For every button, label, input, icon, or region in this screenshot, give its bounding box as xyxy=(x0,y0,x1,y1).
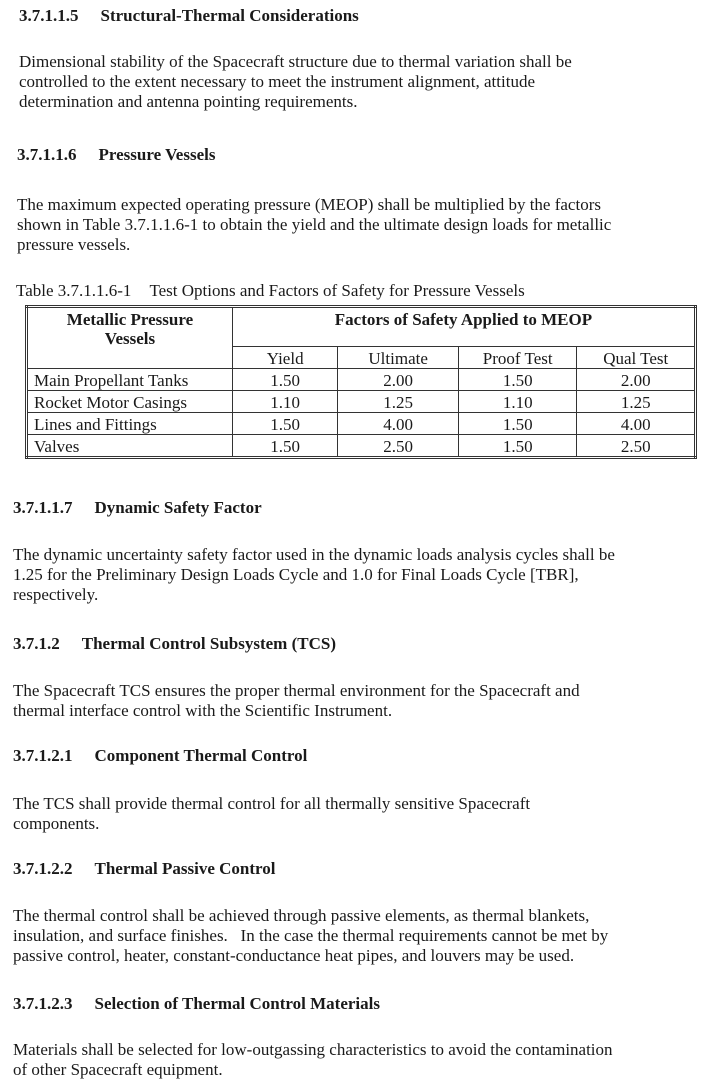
paragraph-line: 1.25 for the Preliminary Design Loads Cycle and 1.0 for Final Loads Cycle [TBR], xyxy=(13,565,579,584)
section-paragraph xyxy=(13,794,713,834)
paragraph-line: controlled to the extent necessary to meet the instrument alignment, attitude xyxy=(19,72,535,91)
table-caption-title: Test Options and Factors of Safety for Pressure Vessels xyxy=(149,281,525,300)
column-header: Qual Test xyxy=(577,347,696,369)
table-cell: 1.50 xyxy=(458,369,577,391)
table-caption-id: Table 3.7.1.1.6-1 xyxy=(16,281,132,300)
section-title: Component Thermal Control xyxy=(94,746,308,765)
paragraph-line: of other Spacecraft equipment. xyxy=(13,1060,223,1079)
paragraph-line: The dynamic uncertainty safety factor used in the dynamic loads analysis cycles shall be xyxy=(13,545,615,564)
table-row xyxy=(27,413,696,435)
section-paragraph xyxy=(13,1040,713,1080)
table-cell: 4.00 xyxy=(577,413,696,435)
row-header-line: Metallic Pressure xyxy=(66,310,194,329)
table-cell: 2.50 xyxy=(338,435,459,458)
table-cell: 1.50 xyxy=(458,413,577,435)
row-header-line: Vessels xyxy=(104,329,156,348)
row-label: Valves xyxy=(27,435,233,458)
paragraph-line: Dimensional stability of the Spacecraft structure due to thermal variation shall be xyxy=(19,52,572,71)
table-cell: 4.00 xyxy=(338,413,459,435)
paragraph-line: The Spacecraft TCS ensures the proper thermal environment for the Spacecraft and xyxy=(13,681,580,700)
table-cell: 2.00 xyxy=(338,369,459,391)
row-label: Lines and Fittings xyxy=(27,413,233,435)
table-row xyxy=(27,391,696,413)
factors-of-safety-table xyxy=(25,305,697,459)
section-title: Thermal Control Subsystem (TCS) xyxy=(81,634,336,653)
paragraph-line: thermal interface control with the Scientific Instrument. xyxy=(13,701,393,720)
row-header-cell xyxy=(27,307,233,369)
paragraph-line: Materials shall be selected for low-outgassing characteristics to avoid the contamination xyxy=(13,1040,613,1059)
section-heading xyxy=(13,859,276,879)
paragraph-line: determination and antenna pointing requirements. xyxy=(19,92,358,111)
section-heading xyxy=(13,498,262,518)
section-title: Structural-Thermal Considerations xyxy=(100,6,359,25)
section-number: 3.7.1.1.5 xyxy=(19,6,79,25)
paragraph-line: insulation, and surface finishes. In the case the thermal requirements cannot be met by xyxy=(13,926,609,945)
group-header-cell: Factors of Safety Applied to MEOP xyxy=(232,307,695,347)
row-label: Main Propellant Tanks xyxy=(27,369,233,391)
column-header: Proof Test xyxy=(458,347,577,369)
table-cell: 1.50 xyxy=(232,435,337,458)
section-number: 3.7.1.1.6 xyxy=(17,145,77,164)
section-title: Selection of Thermal Control Materials xyxy=(94,994,380,1013)
row-label: Rocket Motor Casings xyxy=(27,391,233,413)
section-title: Pressure Vessels xyxy=(98,145,216,164)
section-number: 3.7.1.2.2 xyxy=(13,859,73,878)
section-paragraph xyxy=(13,681,713,721)
table-cell: 1.50 xyxy=(232,413,337,435)
section-heading xyxy=(13,634,336,654)
paragraph-line: The thermal control shall be achieved through passive elements, as thermal blankets, xyxy=(13,906,590,925)
section-title: Thermal Passive Control xyxy=(94,859,276,878)
table-cell: 1.10 xyxy=(232,391,337,413)
table-cell: 1.25 xyxy=(338,391,459,413)
table-row xyxy=(27,435,696,458)
section-number: 3.7.1.2.3 xyxy=(13,994,73,1013)
section-heading xyxy=(17,145,215,165)
table-header-row xyxy=(27,307,696,347)
column-header: Ultimate xyxy=(338,347,459,369)
table-cell: 1.10 xyxy=(458,391,577,413)
section-number: 3.7.1.2 xyxy=(13,634,60,653)
section-paragraph xyxy=(19,52,719,112)
paragraph-line: shown in Table 3.7.1.1.6-1 to obtain the yield and the ultimate design loads for metallic xyxy=(17,215,612,234)
paragraph-line: components. xyxy=(13,814,100,833)
table-cell: 1.50 xyxy=(458,435,577,458)
column-header: Yield xyxy=(232,347,337,369)
section-paragraph xyxy=(13,906,713,966)
paragraph-line: pressure vessels. xyxy=(17,235,131,254)
section-heading xyxy=(13,994,380,1014)
table-caption xyxy=(16,281,525,301)
section-number: 3.7.1.2.1 xyxy=(13,746,73,765)
section-title: Dynamic Safety Factor xyxy=(94,498,262,517)
section-heading xyxy=(13,746,307,766)
table-cell: 2.00 xyxy=(577,369,696,391)
table-cell: 1.50 xyxy=(232,369,337,391)
table-row xyxy=(27,369,696,391)
paragraph-line: The maximum expected operating pressure (MEOP) shall be multiplied by the factors xyxy=(17,195,601,214)
section-paragraph xyxy=(17,195,717,255)
paragraph-line: The TCS shall provide thermal control for all thermally sensitive Spacecraft xyxy=(13,794,531,813)
paragraph-line: passive control, heater, constant-conductance heat pipes, and louvers may be used. xyxy=(13,946,575,965)
paragraph-line: respectively. xyxy=(13,585,99,604)
section-paragraph xyxy=(13,545,713,605)
section-number: 3.7.1.1.7 xyxy=(13,498,73,517)
table-cell: 1.25 xyxy=(577,391,696,413)
section-heading xyxy=(19,6,359,26)
table-cell: 2.50 xyxy=(577,435,696,458)
